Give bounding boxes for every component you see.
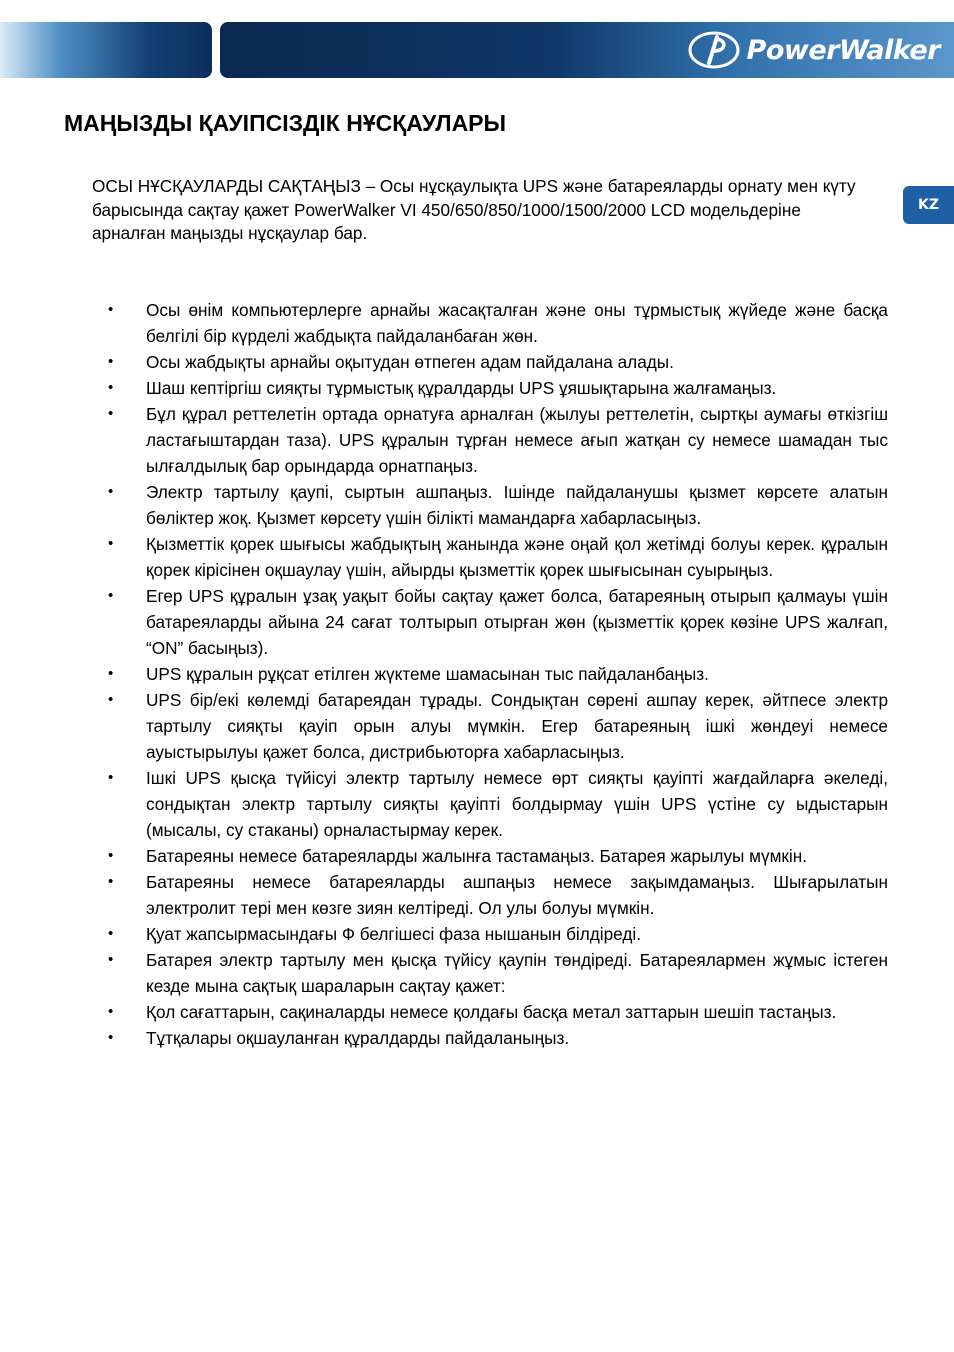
list-item <box>92 921 888 947</box>
list-item-text: Осы жабдықты арнайы оқытудан өтпеген адам пайдалана алады. <box>146 352 674 372</box>
list-item <box>92 661 888 687</box>
list-item-text: UPS бір/екі көлемді батареядан тұрады. Сондықтан сөрені ашпау керек, әйтпесе электр тартылу сияқты қауіп орын алуы мүмкін. Егер батареяның ішкі жөндеуі немесе ауыстырылуы қажет болса, дистрибьюторға хабарласыңыз. <box>146 690 888 762</box>
page-title: МАҢЫЗДЫ ҚАУІПСІЗДІК НҰСҚАУЛАРЫ <box>64 110 507 136</box>
list-item-text: Шаш кептіргіш сияқты тұрмыстық құралдарды UPS ұяшықтарына жалғамаңыз. <box>146 378 777 398</box>
list-item <box>92 843 888 869</box>
bullet-icon: • <box>108 535 114 552</box>
powerwalker-logo-icon <box>687 30 741 70</box>
bullet-icon: • <box>108 691 114 708</box>
list-item-text: Егер UPS құралын ұзақ уақыт бойы сақтау қажет болса, батареяның отырып қалмауы үшін батареяларды айына 24 сағат толтырып отырған жөн (қызметтік қорек көзіне UPS жалғап, “ON” басыңыз). <box>146 586 888 658</box>
list-item-text: Қызметтік қорек шығысы жабдықтың жанында және оңай қол жетімді болуы керек. құралын қорек кірісінен оқшаулау үшін, айырды қызметтік қорек шығысынан суырыңыз. <box>146 534 888 580</box>
list-item-text: Қол сағаттарын, сақиналарды немесе қолдағы басқа метал заттарын шешіп тастаңыз. <box>146 1002 837 1022</box>
bullet-icon: • <box>108 925 114 942</box>
list-item-text: UPS құралын рұқсат етілген жүктеме шамасынан тыс пайдаланбаңыз. <box>146 664 709 684</box>
safety-instructions-list <box>92 297 888 1051</box>
list-item-text: Ішкі UPS қысқа түйісуі электр тартылу немесе өрт сияқты қауіпті жағдайларға әкеледі, сондықтан электр тартылу сияқты қауіпті болдырмау үшін UPS үстіне су ыдыстарын (мысалы, су стаканы) орналастырмау керек. <box>146 768 888 840</box>
list-item <box>92 687 888 765</box>
list-item <box>92 375 888 401</box>
list-item-text: Тұтқалары оқшауланған құралдарды пайдаланыңыз. <box>146 1028 570 1048</box>
bullet-icon: • <box>108 301 114 318</box>
bullet-icon: • <box>108 353 114 370</box>
list-item <box>92 297 888 349</box>
bullet-icon: • <box>108 847 114 864</box>
list-item-text: Қуат жапсырмасындағы Ф белгішесі фаза нышанын білдіреді. <box>146 924 641 944</box>
list-item-text: Электр тартылу қаупі, сыртын ашпаңыз. Ішінде пайдаланушы қызмет көрсете алатын бөліктер жоқ. Қызмет көрсету үшін білікті мамандарға хабарласыңыз. <box>146 482 888 528</box>
intro-paragraph: ОСЫ НҰСҚАУЛАРДЫ САҚТАҢЫЗ – Осы нұсқаулықта UPS және батареяларды орнату мен күту барысында сақтау қажет PowerWalker VI 450/650/850/1000/1500/2000 LCD модельдеріне арналған маңызды нұсқаулар бар. <box>92 176 856 243</box>
bullet-icon: • <box>108 665 114 682</box>
language-tab[interactable]: KZ <box>903 186 954 224</box>
list-item <box>92 999 888 1025</box>
list-item-text: Батареяны немесе батареяларды жалынға тастамаңыз. Батарея жарылуы мүмкін. <box>146 846 808 866</box>
list-item <box>92 869 888 921</box>
list-item-text: Бұл құрал реттелетін ортада орнатуға арналған (жылуы реттелетін, сыртқы аумағы өткізгіш ластағыштардан таза). UPS құралын тұрған немесе ағып жатқан су немесе шамадан тыс ылғалдылық бар орындарда орнатпаңыз. <box>146 404 888 476</box>
page-header <box>0 22 954 78</box>
bullet-icon: • <box>108 951 114 968</box>
list-item-text: Осы өнім компьютерлерге арнайы жасақталған және оны тұрмыстық жүйеде және басқа белгілі бір күрделі жабдықта пайдаланбаған жөн. <box>146 300 888 346</box>
bullet-icon: • <box>108 873 114 890</box>
list-item-text: Батарея электр тартылу мен қысқа түйісу қаупін төндіреді. Батареялармен жұмыс істеген кезде мына сақтық шараларын сақтау қажет: <box>146 950 888 996</box>
brand-name: PowerWalker <box>746 34 940 66</box>
bullet-icon: • <box>108 587 114 604</box>
list-item <box>92 765 888 843</box>
list-item-text: Батареяны немесе батареяларды ашпаңыз немесе зақымдамаңыз. Шығарылатын электролит тері мен көзге зиян келтіреді. Ол улы болуы мүмкін. <box>146 872 888 918</box>
list-item <box>92 349 888 375</box>
list-item <box>92 1025 888 1051</box>
brand-logo <box>687 30 940 70</box>
bullet-icon: • <box>108 1003 114 1020</box>
list-item <box>92 479 888 531</box>
list-item <box>92 401 888 479</box>
list-item <box>92 947 888 999</box>
bullet-icon: • <box>108 379 114 396</box>
bullet-icon: • <box>108 769 114 786</box>
bullet-icon: • <box>108 1029 114 1046</box>
bullet-icon: • <box>108 483 114 500</box>
bullet-icon: • <box>108 405 114 422</box>
header-left-band <box>0 22 212 78</box>
header-right-band <box>220 22 954 78</box>
list-item <box>92 531 888 583</box>
list-item <box>92 583 888 661</box>
